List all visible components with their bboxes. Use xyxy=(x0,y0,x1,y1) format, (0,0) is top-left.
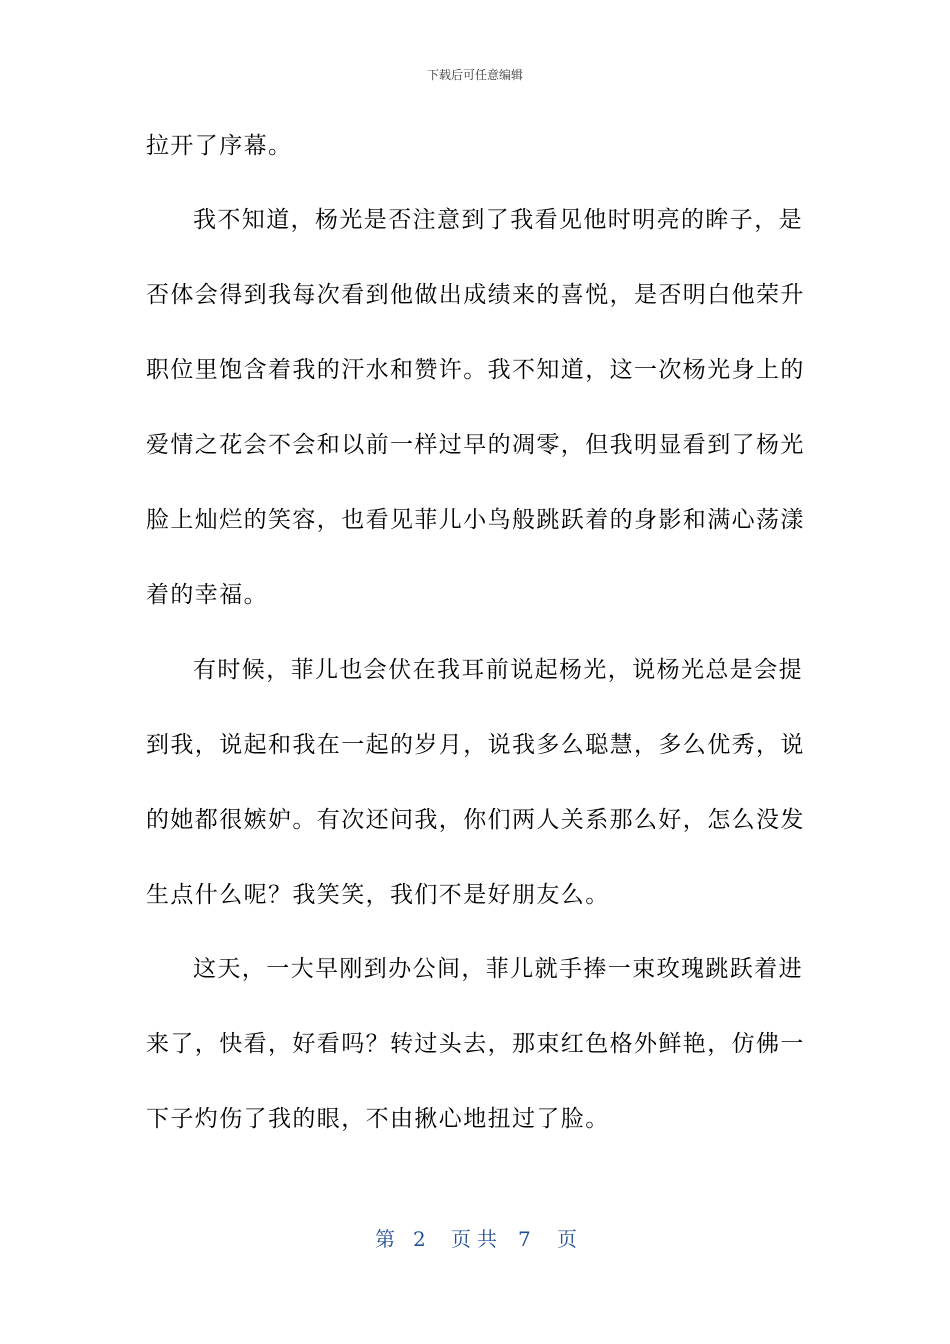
text-line: 我不知道，杨光是否注意到了我看见他时明亮的眸子，是 xyxy=(193,207,803,233)
text-line: 否体会得到我每次看到他做出成绩来的喜悦，是否明白他荣升 xyxy=(146,282,805,308)
text-line: 来了，快看，好看吗？转过头去，那束红色格外鲜艳，仿佛一 xyxy=(146,1031,805,1057)
text-line: 拉开了序幕。 xyxy=(146,133,293,159)
footer-prefix: 第 xyxy=(375,1227,395,1251)
text-line: 的她都很嫉妒。有次还问我，你们两人关系那么好，怎么没发 xyxy=(146,807,805,833)
text-line: 下子灼伤了我的眼，不由揪心地扭过了脸。 xyxy=(146,1106,610,1132)
text-line: 脸上灿烂的笑容，也看见菲儿小鸟般跳跃着的身影和满心荡漾 xyxy=(146,507,805,533)
total-pages-number: 7 xyxy=(518,1227,531,1251)
footer-suffix: 页 xyxy=(557,1227,577,1251)
text-line: 有时候，菲儿也会伏在我耳前说起杨光，说杨光总是会提 xyxy=(193,657,803,683)
footer-middle: 页共 xyxy=(451,1227,503,1251)
text-line: 生点什么呢？我笑笑，我们不是好朋友么。 xyxy=(146,882,610,908)
text-line: 到我，说起和我在一起的岁月，说我多么聪慧，多么优秀，说 xyxy=(146,732,805,758)
text-line: 职位里饱含着我的汗水和赞许。我不知道，这一次杨光身上的 xyxy=(146,357,805,383)
text-line: 这天，一大早刚到办公间，菲儿就手捧一束玫瑰跳跃着进 xyxy=(193,956,803,982)
text-line: 爱情之花会不会和以前一样过早的凋零，但我明显看到了杨光 xyxy=(146,432,805,458)
current-page-number: 2 xyxy=(413,1227,426,1251)
header-text: 下载后可任意编辑 xyxy=(426,68,523,82)
page-footer xyxy=(0,1226,950,1252)
text-line: 着的幸福。 xyxy=(146,582,268,608)
